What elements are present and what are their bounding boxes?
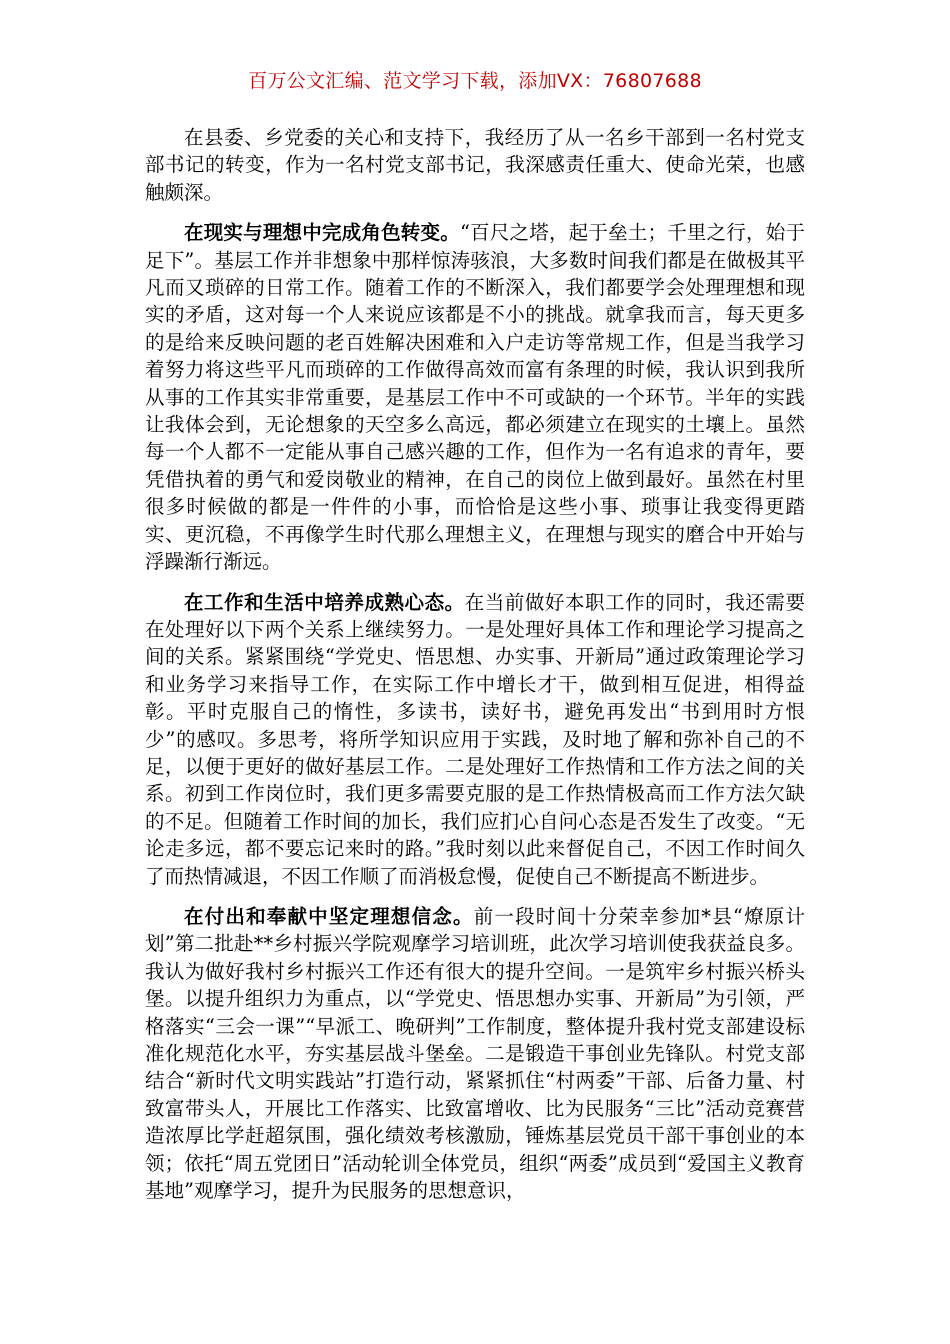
section-heading: 在现实与理想中完成角色转变。 (184, 221, 460, 245)
header-banner: 百万公文汇编、范文学习下载，添加VX：76807688 (248, 70, 702, 92)
section-heading: 在付出和奉献中坚定理想信念。 (184, 904, 474, 928)
paragraph-body: “百尺之塔，起于垒土；千里之行，始于足下”。基层工作并非想象中那样惊涛骇浪，大多数时间我们都是在做极其平凡而又琐碎的日常工作。随着工作的不断深入，我们都要学会处理理想和现实的矛盾，这对每一个人来说应该都是不小的挑战。就拿我而言，每天更多的是给来反映问题的老百姓解决困难和入户走访等常规工作，但是当我学习着努力将这些平凡而琐碎的工作做得高效而富有条理的时候，我认识到我所从事的工作其实非常重要，是基层工作中不可或缺的一个环节。半年的实践让我体会到，无论想象的天空多么高远，都必须建立在现实的土壤上。虽然每一个人都不一定能从事自己感兴趣的工作，但作为一名有追求的青年，要凭借执着的勇气和爱岗敬业的精神，在自己的岗位上做到最好。虽然在村里很多时候做的都是一件件的小事，而恰恰是这些小事、琐事让我变得更踏实、更沉稳，不再像学生时代那么理想主义，在理想与现实的磨合中开始与浮躁渐行渐远。 (145, 221, 805, 574)
paragraph-section-2 (145, 589, 805, 890)
paragraph-section-1 (145, 219, 805, 575)
paragraph-body: 在县委、乡党委的关心和支持下，我经历了从一名乡干部到一名村党支部书记的转变，作为一名村党支部书记，我深感责任重大、使命光荣，也感触颇深。 (145, 126, 805, 204)
paragraph-body: 在当前做好本职工作的同时，我还需要在处理好以下两个关系上继续努力。一是处理好具体工作和理论学习提高之间的关系。紧紧围绕“学党史、悟思想、办实事、开新局”通过政策理论学习和业务学习来指导工作，在实际工作中增长才干，做到相互促进，相得益彰。平时克服自己的惰性，多读书，读好书，避免再发出“书到用时方恨少”的感叹。多思考，将所学知识应用于实践，及时地了解和弥补自己的不足，以便于更好的做好基层工作。二是处理好工作热情和工作方法之间的关系。初到工作岗位时，我们更多需要克服的是工作热情极高而工作方法欠缺的不足。但随着工作时间的加长，我们应扪心自问心态是否发生了改变。“无论走多远，都不要忘记来时的路。”我时刻以此来督促自己，不因工作时间久了而热情减退，不因工作顺了而消极怠慢，促使自己不断提高不断进步。 (145, 590, 805, 888)
paragraph-section-3 (145, 903, 805, 1204)
section-heading: 在工作和生活中培养成熟心态。 (184, 590, 465, 614)
paragraph-body: 前一段时间十分荣幸参加*县“燎原计划”第二批赴**乡村振兴学院观摩学习培训班，此次学习培训使我获益良多。我认为做好我村乡村振兴工作还有很大的提升空间。一是筑牢乡村振兴桥头堡。以提升组织力为重点，以“学党史、悟思想办实事、开新局”为引领，严格落实“三会一课”“早派工、晚研判”工作制度，整体提升我村党支部建设标准化规范化水平，夯实基层战斗堡垒。二是锻造干事创业先锋队。村党支部结合“新时代文明实践站”打造行动，紧紧抓住“村两委”干部、后备力量、村致富带头人，开展比工作落实、比致富增收、比为民服务“三比”活动竞赛营造浓厚比学赶超氛围，强化绩效考核激励，锤炼基层党员干部干事创业的本领；依托“周五党团日”活动轮训全体党员，组织“两委”成员到“爱国主义教育基地”观摩学习，提升为民服务的思想意识， (145, 904, 805, 1203)
paragraph-intro (145, 124, 805, 206)
document-body (145, 124, 805, 1217)
